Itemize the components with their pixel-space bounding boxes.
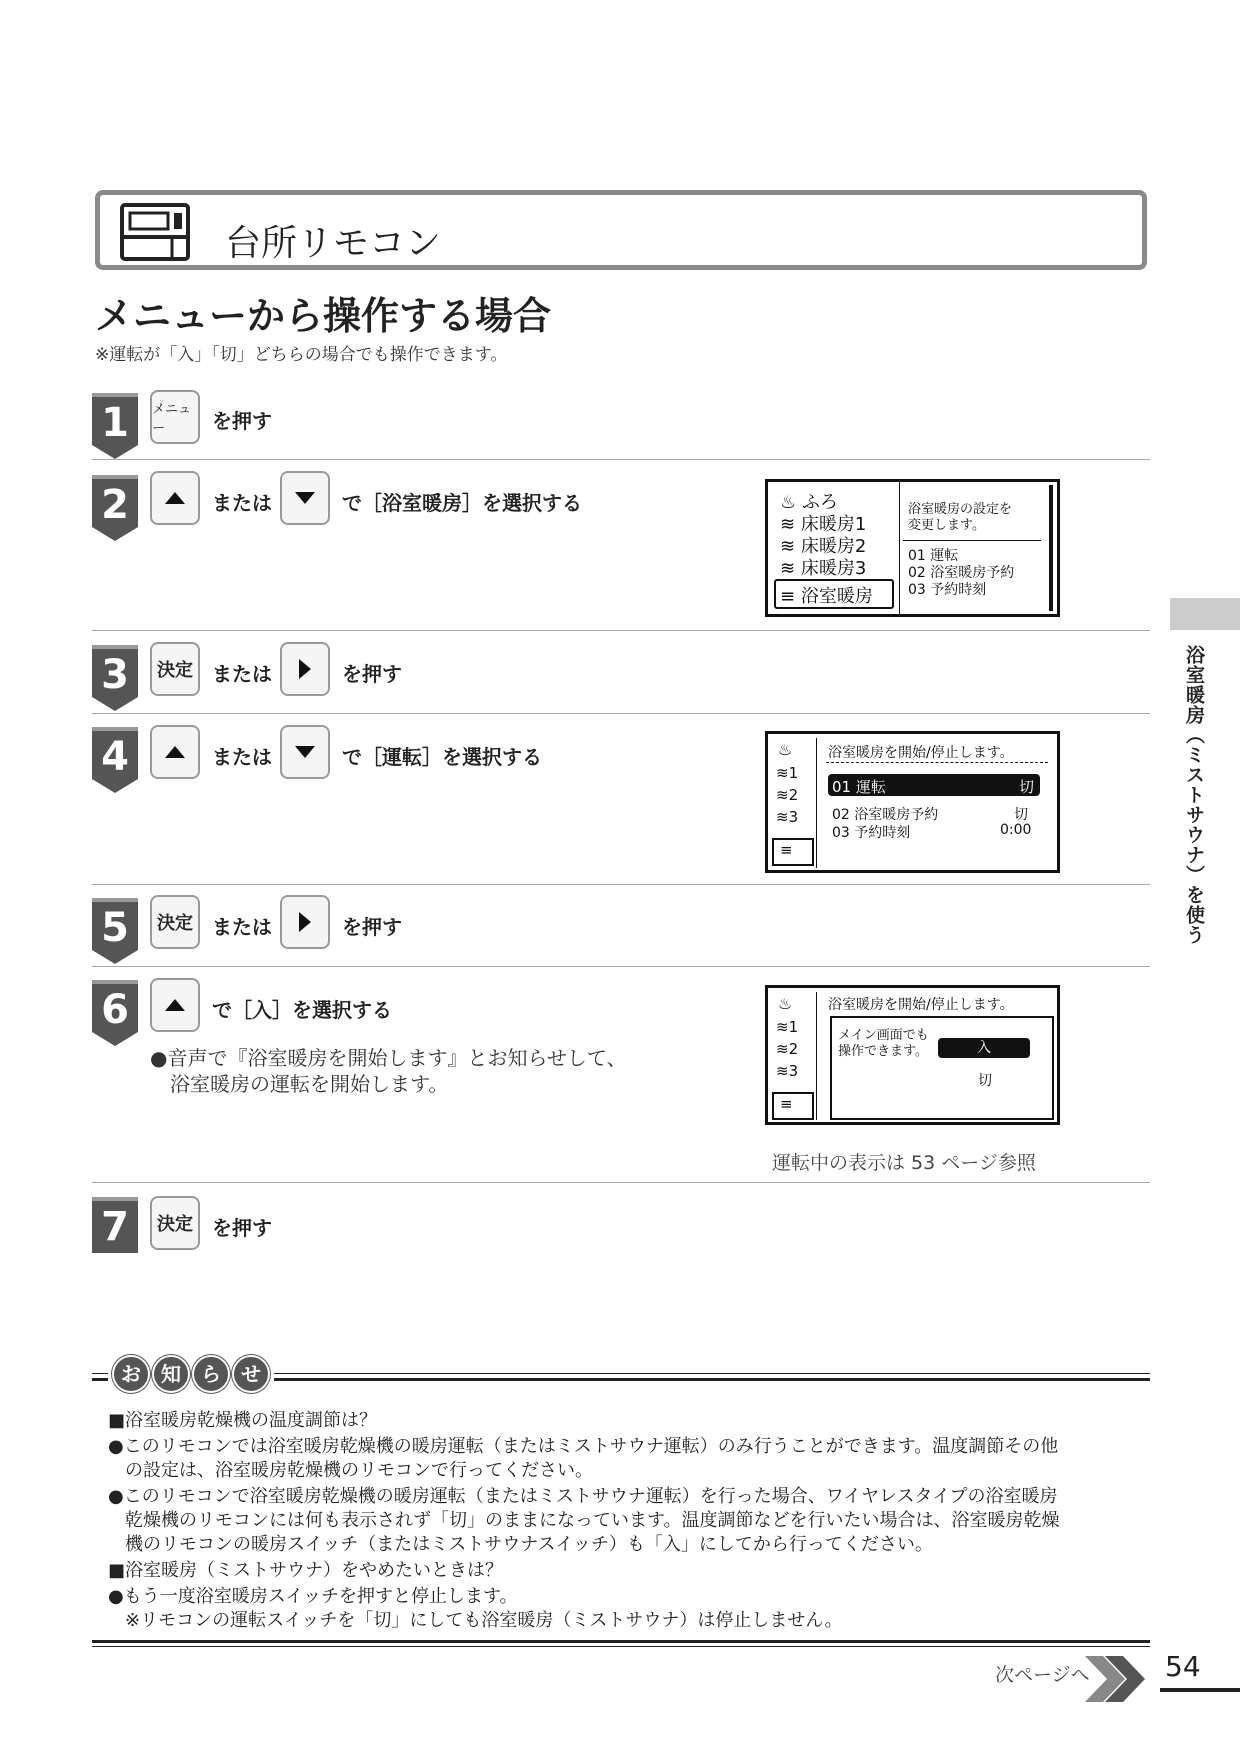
step-6-note: 浴室暖房の運転を開始します。 (170, 1072, 449, 1096)
floor-heat-tab: ≋1 (776, 1018, 799, 1036)
divider (92, 713, 1150, 714)
screen-separator (903, 540, 1041, 541)
notice-heading-text: ■浴室暖房（ミストサウナ）をやめたいときは？ (108, 1560, 504, 1581)
screen-divider (899, 482, 900, 614)
option-item: 02 浴室暖房予約 (908, 565, 1015, 581)
step-number-4: 4 (92, 727, 138, 779)
header-box (95, 190, 1147, 270)
option-row: 03 予約時刻 (832, 825, 911, 841)
next-page-arrow-icon (1085, 1656, 1145, 1702)
option-item: 01 運転 (908, 548, 959, 564)
lcd-screen-menu (765, 479, 1060, 617)
step-7-text: を押す (212, 1216, 272, 1240)
popup-dialog (830, 1016, 1054, 1120)
divider (92, 966, 1150, 967)
step-6-text: で［入］を選択する (212, 998, 392, 1022)
bath-icon: ♨ (780, 492, 797, 513)
floor-heat-tab: ≋1 (776, 764, 799, 782)
up-arrow-icon (165, 999, 185, 1011)
floor-heat-tab: ≋2 (776, 786, 799, 804)
page-title: メニューから操作する場合 (95, 294, 552, 338)
floor-heat-tab: ≋3 (776, 1062, 799, 1080)
up-button[interactable] (150, 725, 200, 779)
decide-button[interactable]: 決定 (150, 895, 200, 949)
right-arrow-icon (299, 912, 311, 932)
bathroom-heat-tab (772, 838, 814, 866)
step-number-1: 1 (92, 393, 138, 445)
or-label: または (212, 491, 272, 515)
down-arrow-icon (295, 492, 315, 504)
option-row: 02 浴室暖房予約 (832, 807, 939, 823)
decide-button[interactable]: 決定 (150, 642, 200, 696)
step-5-text: を押す (342, 915, 402, 939)
lcd-screen-confirm (765, 985, 1060, 1125)
notice-badge: お (112, 1355, 150, 1393)
or-label: または (212, 915, 272, 939)
notice-text: の設定は、浴室暖房乾燥機のリモコンで行ってください。 (125, 1460, 593, 1481)
lcd-screen-operation (765, 731, 1060, 873)
notice-text: ※リモコンの運転スイッチを「切」にしても浴室暖房（ミストサウナ）は停止しません。 (125, 1610, 843, 1631)
up-arrow-icon (165, 746, 185, 758)
selected-row: 01 運転 切 (828, 774, 1040, 796)
divider (92, 884, 1150, 885)
step-6-note: ●音声で『浴室暖房を開始します』とお知らせして、 (150, 1046, 627, 1070)
tab-column (772, 992, 817, 1120)
option-on-selected: 入 (938, 1038, 1030, 1058)
up-button[interactable] (150, 471, 200, 525)
screen-header: 浴室暖房を開始/停止します。 (828, 997, 1014, 1013)
floor-heat-tab: ≋3 (776, 808, 799, 826)
option-value: 0:00 (1000, 822, 1032, 838)
floor-heat-icon: ≋ (780, 514, 796, 535)
notice-rule (92, 1640, 1150, 1643)
notice-text: ●このリモコンで浴室暖房乾燥機の暖房運転（またはミストサウナ運転）を行った場合、ワイヤレスタイプの浴室暖房 (108, 1486, 1058, 1507)
step-number-2: 2 (92, 475, 138, 527)
down-arrow-icon (295, 746, 315, 758)
option-off: 切 (978, 1073, 992, 1089)
notice-text: ●このリモコンでは浴室暖房乾燥機の暖房運転（またはミストサウナ運転）のみ行うことができます。温度調節その他 (108, 1436, 1059, 1457)
bathroom-heat-icon: ≡ (780, 1095, 793, 1113)
down-button[interactable] (280, 725, 330, 779)
screen-description: 変更します。 (908, 518, 985, 533)
step-3-text: を押す (342, 662, 402, 686)
right-arrow-icon (299, 659, 311, 679)
scrollbar (1049, 485, 1053, 611)
option-value: 切 (1014, 807, 1028, 823)
step-4-text: で［運転］を選択する (342, 745, 542, 769)
header-title: 台所リモコン (225, 223, 442, 264)
step-1-text: を押す (212, 409, 272, 433)
divider (92, 459, 1150, 460)
right-button[interactable] (280, 895, 330, 949)
step-number-5: 5 (92, 898, 138, 950)
screen-header: 浴室暖房を開始/停止します。 (828, 745, 1014, 761)
selected-menu-item: ≡ 浴室暖房 (774, 579, 894, 609)
screen-caption: 運転中の表示は 53 ページ参照 (772, 1152, 1036, 1174)
or-label: または (212, 745, 272, 769)
bathroom-heat-icon: ≡ (780, 841, 793, 859)
divider (92, 1182, 1150, 1183)
side-tab (1170, 598, 1240, 630)
menu-item: ≋ 床暖房2 (780, 536, 867, 557)
step-number-3: 3 (92, 645, 138, 697)
up-button[interactable] (150, 978, 200, 1032)
page-number: 54 (1165, 1650, 1201, 1683)
bathroom-heat-tab (772, 1092, 814, 1120)
option-item: 03 予約時刻 (908, 582, 987, 598)
remote-control-icon (120, 203, 190, 261)
menu-item: ≋ 床暖房3 (780, 558, 867, 579)
step-number-7: 7 (92, 1197, 138, 1253)
step-number-6: 6 (92, 980, 138, 1032)
bathroom-heat-icon: ≡ (780, 586, 796, 607)
notice-heading (108, 1355, 274, 1393)
down-button[interactable] (280, 471, 330, 525)
popup-text: メイン画面でも (838, 1028, 929, 1043)
floor-heat-icon: ≋ (780, 536, 796, 557)
notice-badge: せ (232, 1355, 270, 1393)
notice-heading-text: ■浴室暖房乾燥機の温度調節は？ (108, 1410, 378, 1431)
floor-heat-icon: ≋ (780, 558, 796, 579)
screen-description: 浴室暖房の設定を (908, 502, 1013, 517)
popup-text: 操作できます。 (838, 1044, 928, 1059)
floor-heat-tab: ≋2 (776, 1040, 799, 1058)
notice-text: 乾燥機のリモコンには何も表示されず「切」のままになっています。温度調節などを行いたい場合は、浴室暖房乾燥 (125, 1510, 1060, 1531)
side-tab-label: 浴室暖房（ミストサウナ）を使う (1183, 645, 1205, 945)
menu-button[interactable]: メニュー (150, 390, 200, 444)
menu-item: ≋ 床暖房1 (780, 514, 867, 535)
bath-icon: ♨ (778, 994, 793, 1013)
notice-text: ●もう一度浴室暖房スイッチを押すと停止します。 (108, 1586, 518, 1607)
page-number-underline (1160, 1688, 1240, 1692)
up-arrow-icon (165, 492, 185, 504)
notice-badge: ら (192, 1355, 230, 1393)
menu-item: ♨ ふろ (780, 492, 838, 513)
next-page-link[interactable]: 次ページへ (995, 1664, 1090, 1686)
bath-icon: ♨ (778, 740, 793, 759)
right-button[interactable] (280, 642, 330, 696)
tab-column (772, 738, 817, 868)
section-note: ※運転が「入」「切」どちらの場合でも操作できます。 (95, 345, 508, 365)
notice-rule (92, 1646, 1150, 1647)
screen-separator (826, 762, 1048, 763)
divider (92, 630, 1150, 631)
step-2-text: で［浴室暖房］を選択する (342, 491, 582, 515)
or-label: または (212, 662, 272, 686)
notice-text: 機のリモコンの暖房スイッチ（またはミストサウナスイッチ）も「入」にしてから行ってください。 (125, 1534, 933, 1555)
notice-badge: 知 (152, 1355, 190, 1393)
decide-button[interactable]: 決定 (150, 1196, 200, 1250)
